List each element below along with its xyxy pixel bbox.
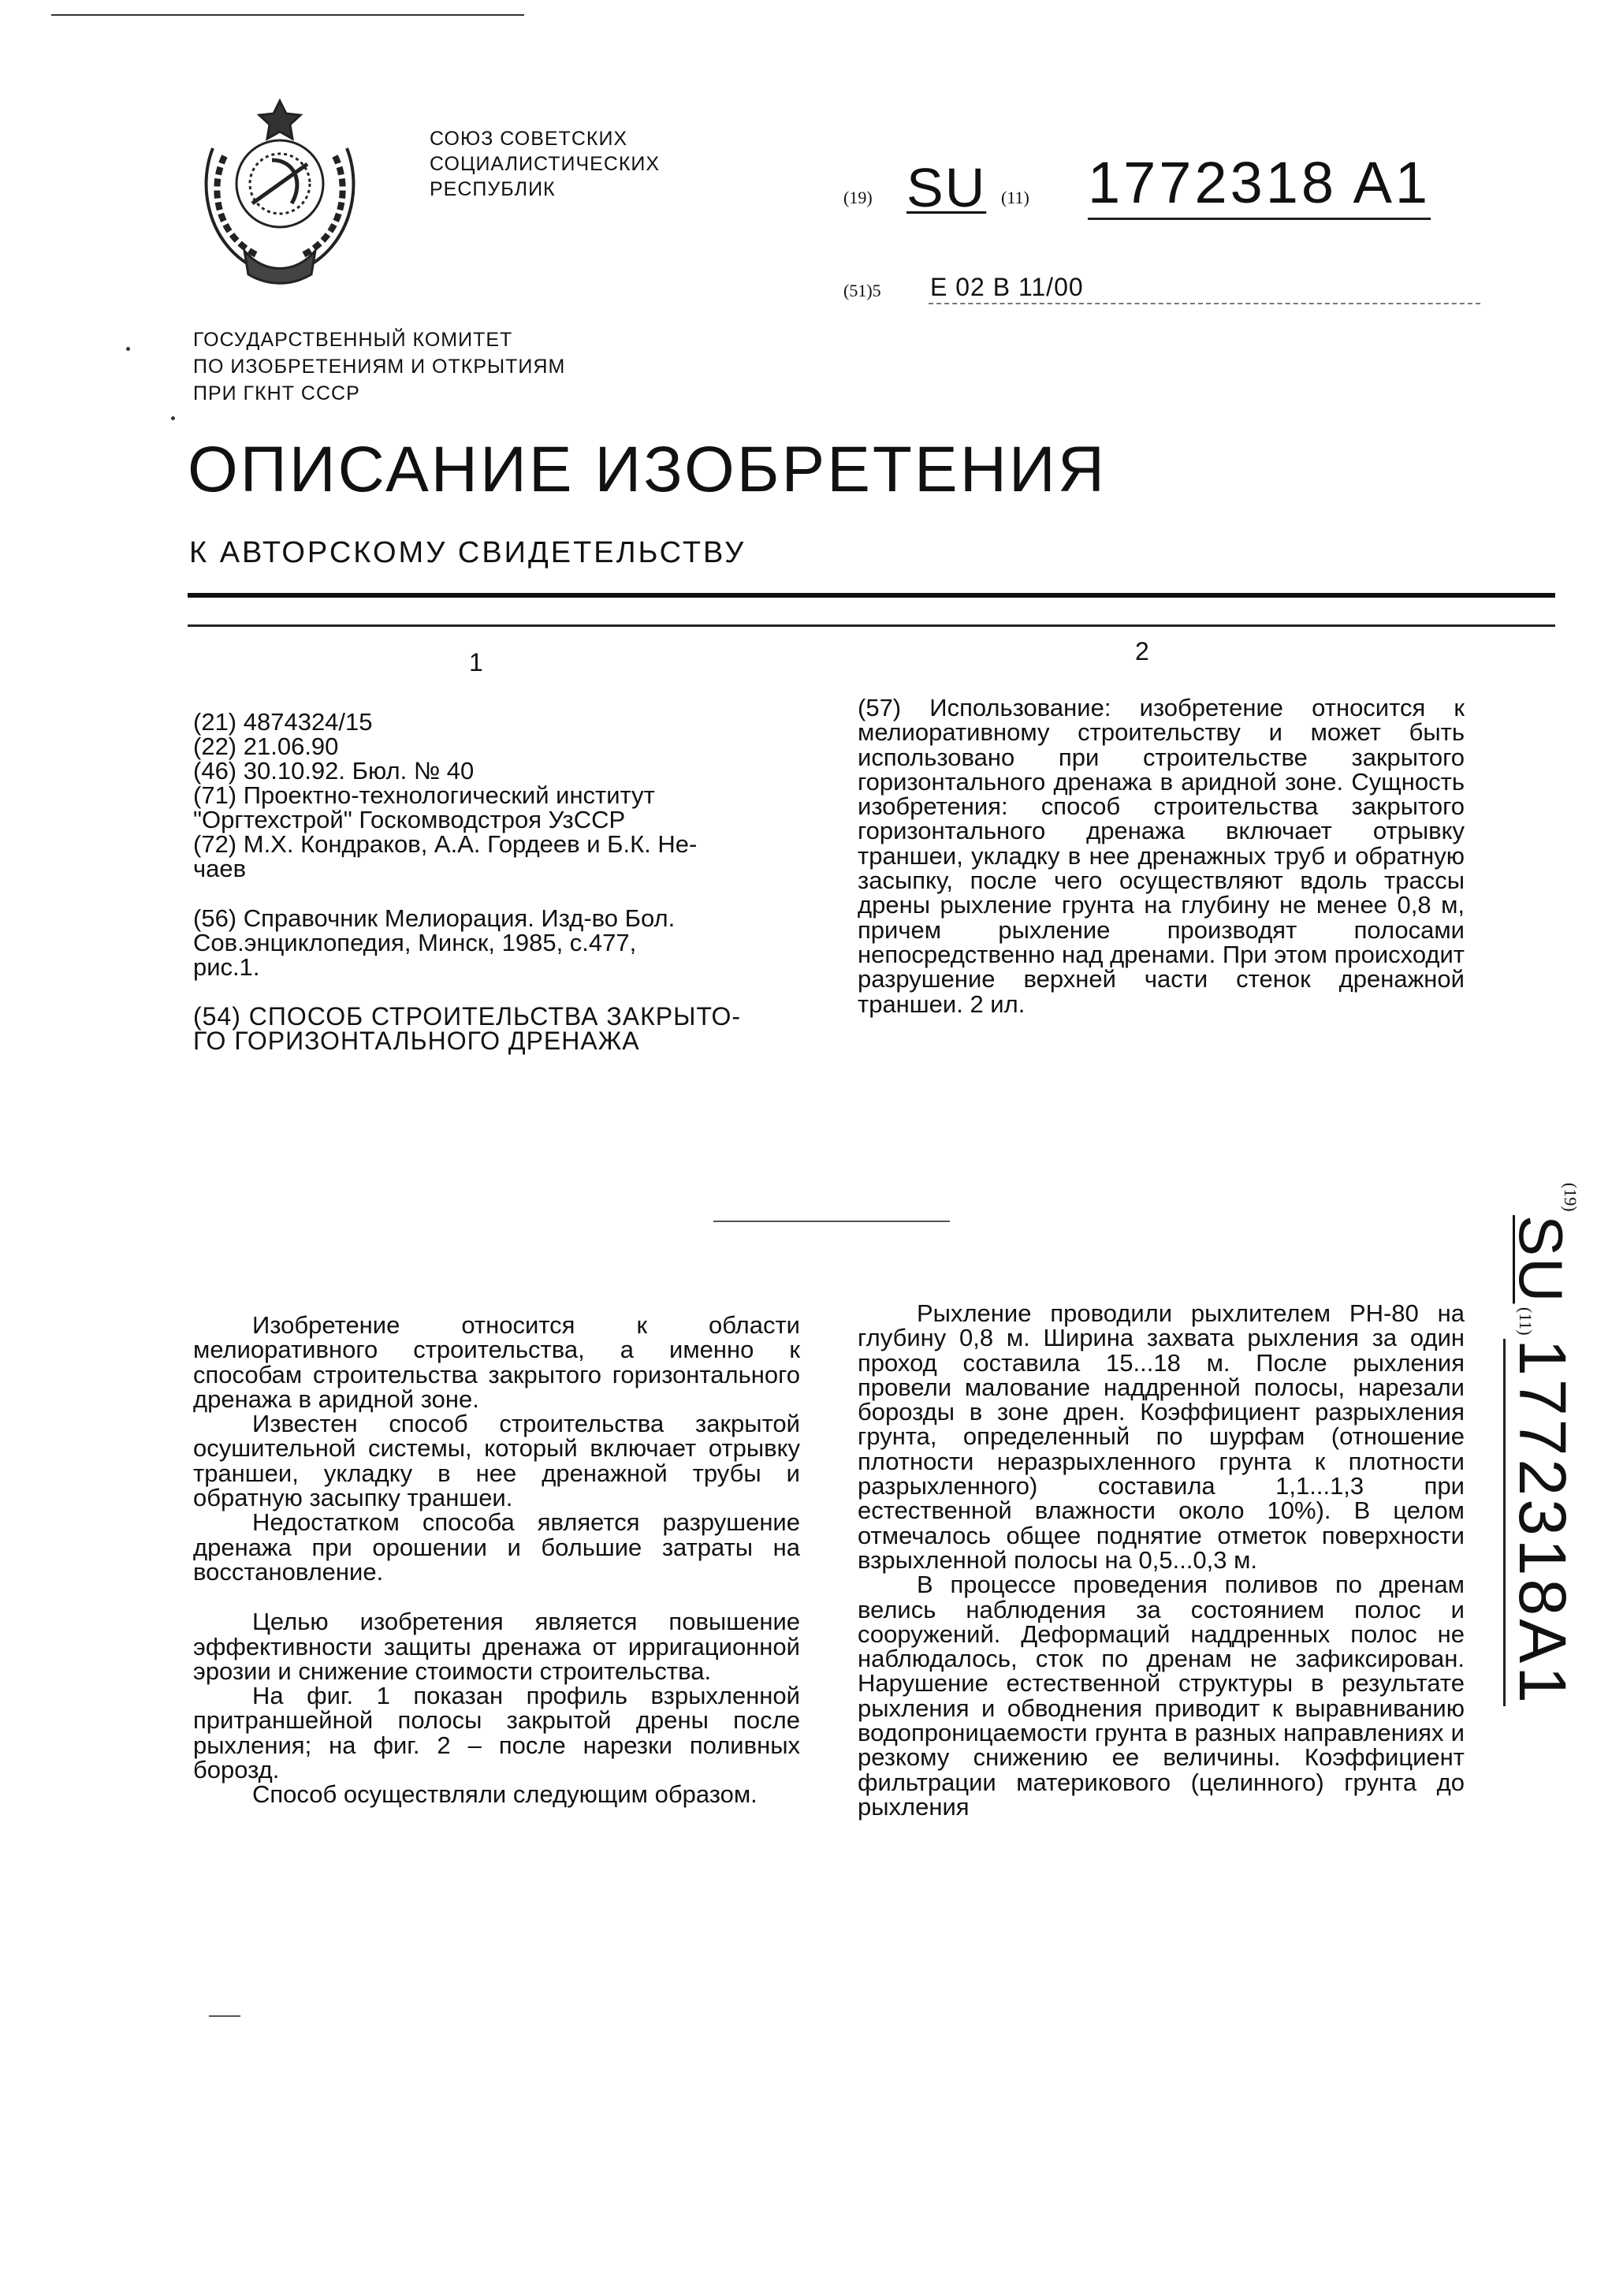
body-paragraph: В процессе проведения поливов по дренам велись наблюдения за состоянием полос и сооружений. Деформаций наддренных полос не наблюдалось, сток по дренам не зафиксирован. Нарушение естественной структуры в результате рыхления и обводнения приводит к выравниванию водопроницаемости грунта в разных направлениях и резкому снижению ее величины. Коэффициент фильтрации материкового (целинного) грунта до рыхления <box>858 1571 1465 1821</box>
column-number-1: 1 <box>469 648 483 676</box>
field-54-title: (54) СПОСОБ СТРОИТЕЛЬСТВА ЗАКРЫТО- <box>193 1002 742 1031</box>
column-number-2: 2 <box>1135 637 1149 665</box>
code-19-label: (19) <box>843 188 873 207</box>
side-code-19: (19) <box>1561 1183 1580 1212</box>
side-patent-number <box>1486 1183 1580 1908</box>
union-name <box>430 126 660 202</box>
header-rule-thin <box>188 624 1555 627</box>
field-72-cont: чаев <box>193 855 247 882</box>
side-country-code: SU <box>1506 1215 1576 1304</box>
body-paragraph: Целью изобретения является повышение эффективности защиты дренажа от ирригационной эрозии и снижение стоимости строительства. <box>193 1608 800 1685</box>
union-line: СОЮЗ СОВЕТСКИХ <box>430 128 628 150</box>
state-committee <box>193 326 565 407</box>
committee-line: ГОСУДАРСТВЕННЫЙ КОМИТЕТ <box>193 329 513 351</box>
field-71: (71) Проектно-технологический институт <box>193 781 655 809</box>
side-patent-number-rotated <box>1486 1183 1580 1908</box>
field-46: (46) 30.10.92. Бюл. № 40 <box>193 757 475 785</box>
country-code: SU <box>906 157 987 218</box>
union-line: СОЦИАЛИСТИЧЕСКИХ <box>430 153 661 175</box>
field-72: (72) М.Х. Кондраков, А.А. Гордеев и Б.К. Не- <box>193 830 698 858</box>
body-paragraph: Рыхление проводили рыхлителем РН-80 на глубину 0,8 м. Ширина захвата рыхления за один проход составила 15...18 м. После рыхления провели малование наддренной полосы, нарезали борозды в зоне дрен. Коэффициент разрыхления грунта, определенный по шурфам (отношение плотности неразрыхленного грунта к плотности разрыхленного) составила 1,1...1,3 при естественной влажности около 10%). В целом отмечалось общее поднятие отметок поверхности взрыхленной полосы на 0,5...0,3 м. <box>858 1299 1465 1574</box>
body-paragraph: На фиг. 1 показан профиль взрыхленной притраншейной полосы закрытой дрены после рыхления; на фиг. 2 – после нарезки поливных борозд. <box>193 1682 800 1784</box>
bibliographic-data <box>193 710 800 1053</box>
page-mark <box>209 2015 240 2017</box>
header-rule-thick <box>188 593 1555 598</box>
side-code-11: (11) <box>1516 1306 1536 1336</box>
abstract-text: (57) Использование: изобретение относится к мелиоративному строительству и может быть использовано при строительстве закрытого горизонтального дренажа в аридной зоне. Сущность изобретения: способ строительства закрытого горизонтального дренажа включает отрывку траншеи, укладку в нее дренажных труб и обратную засыпку, после чего осуществляют вдоль трассы дрены рыхление грунта на глубину не менее 0,8 м, причем рыхление производят полосами непосредственно над дренами. При этом происходит разрушение верхней части стенок дренажной траншеи. 2 ил. <box>858 694 1465 1018</box>
section-separator <box>713 1221 950 1222</box>
body-paragraph: Известен способ строительства закрытой осушительной системы, который включает отрывку траншеи, укладку в нее дренажной трубы и обратную засыпку траншеи. <box>193 1410 800 1512</box>
ussr-state-emblem <box>177 85 382 290</box>
abstract <box>858 695 1465 1016</box>
field-71-cont: "Оргтехстрой" Госкомводстроя УзССР <box>193 806 626 833</box>
body-paragraph: Изобретение относится к области мелиоративного строительства, а именно к способам строительства закрытого горизонтального дренажа в аридной зоне. <box>193 1311 800 1413</box>
body-paragraph: Способ осуществляли следующим образом. <box>252 1780 758 1809</box>
ipc-classification: Е 02 В 11/00 <box>930 273 1084 301</box>
field-56: (56) Справочник Мелиорация. Изд-во Бол. <box>193 904 676 932</box>
scan-speck <box>171 416 175 420</box>
field-22: (22) 21.06.90 <box>193 732 339 760</box>
field-21: (21) 4874324/15 <box>193 708 373 736</box>
scan-speck <box>126 347 130 351</box>
code-11-label: (11) <box>1001 188 1029 207</box>
patent-number: 1772318 A1 <box>1088 151 1431 220</box>
union-line: РЕСПУБЛИК <box>430 178 556 200</box>
body-column-left <box>193 1313 800 1807</box>
code-51-label: (51)5 <box>843 281 881 300</box>
ipc-underline <box>929 303 1480 304</box>
side-patent-number-text: 1772318A1 <box>1503 1339 1580 1706</box>
committee-line: ПО ИЗОБРЕТЕНИЯМ И ОТКРЫТИЯМ <box>193 356 566 378</box>
committee-line: ПРИ ГКНТ СССР <box>193 382 360 404</box>
body-column-right <box>858 1301 1465 1819</box>
top-border-line <box>51 14 524 16</box>
field-56-cont: рис.1. <box>193 953 260 981</box>
field-54-title-cont: ГО ГОРИЗОНТАЛЬНОГО ДРЕНАЖА <box>193 1027 640 1055</box>
field-56-cont: Сов.энциклопедия, Минск, 1985, с.477, <box>193 929 637 956</box>
document-subtitle: К АВТОРСКОМУ СВИДЕТЕЛЬСТВУ <box>189 536 746 569</box>
body-paragraph: Недостатком способа является разрушение дренажа при орошении и большие затраты на восстановление. <box>193 1508 800 1586</box>
document-title: ОПИСАНИЕ ИЗОБРЕТЕНИЯ <box>188 434 1107 505</box>
